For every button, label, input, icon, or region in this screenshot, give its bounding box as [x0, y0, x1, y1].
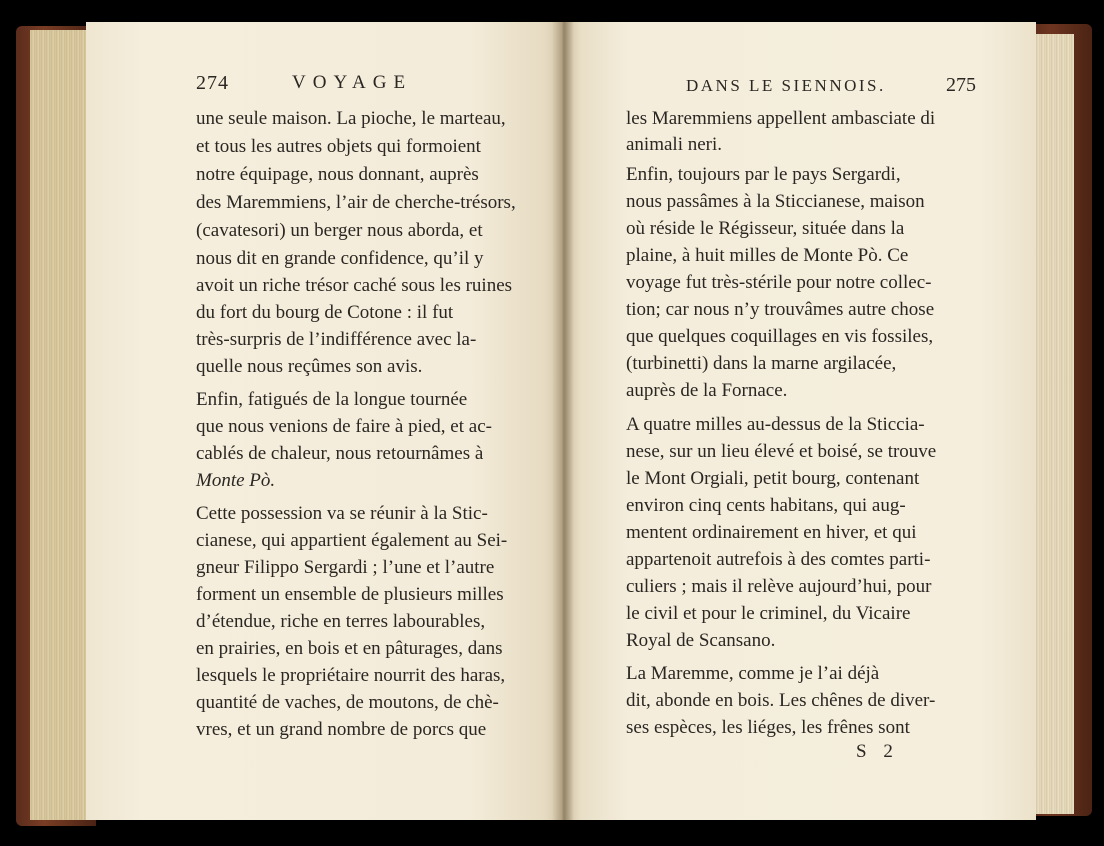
left-page-number: 274 — [196, 72, 229, 94]
text-line: les Maremmiens appellent ambasciate di — [626, 108, 936, 129]
text-line: et tous les autres objets qui formoient — [196, 136, 481, 157]
text-line: cianese, qui appartient également au Sei- — [196, 530, 508, 551]
text-line: que quelques coquillages en vis fossiles, — [626, 326, 934, 347]
text-line: auprès de la Fornace. — [626, 380, 788, 401]
text-line: notre équipage, nous donnant, auprès — [196, 164, 479, 185]
text-line: forment un ensemble de plusieurs milles — [196, 584, 504, 605]
text-line: appartenoit autrefois à des comtes parti- — [626, 549, 931, 570]
text-line: plaine, à huit milles de Monte Pò. Ce — [626, 245, 909, 266]
text-line: animali neri. — [626, 134, 723, 155]
signature-mark: S 2 — [856, 741, 899, 762]
text-line: le civil et pour le criminel, du Vicaire — [626, 603, 911, 624]
text-line: nous passâmes à la Sticcianese, maison — [626, 191, 925, 212]
text-line: le Mont Orgiali, petit bourg, contenant — [626, 468, 920, 489]
text-line: cablés de chaleur, nous retournâmes à — [196, 443, 484, 464]
text-line: du fort du bourg de Cotone : il fut — [196, 302, 454, 323]
book-gutter — [552, 22, 574, 820]
text-line: voyage fut très-stérile pour notre collec- — [626, 272, 932, 293]
left-head-title: VOYAGE — [292, 72, 413, 93]
text-line: lesquels le propriétaire nourrit des haras, — [196, 665, 506, 686]
text-line: avoit un riche trésor caché sous les ruines — [196, 275, 513, 296]
right-head-title: DANS LE SIENNOIS. — [686, 76, 886, 95]
text-line: une seule maison. La pioche, le marteau, — [196, 108, 506, 129]
text-line: La Maremme, comme je l’ai déjà — [626, 663, 880, 684]
text-line: culiers ; mais il relève aujourd’hui, pour — [626, 576, 932, 597]
text-line: ses espèces, les liéges, les frênes sont — [626, 717, 910, 738]
text-line: Enfin, fatigués de la longue tournée — [196, 389, 468, 410]
text-line: tion; car nous n’y trouvâmes autre chose — [626, 299, 935, 320]
text-line: gneur Filippo Sergardi ; l’une et l’autre — [196, 557, 495, 578]
right-page-edges — [1030, 34, 1074, 814]
text-line: mentent ordinairement en hiver, et qui — [626, 522, 917, 543]
text-line: dit, abonde en bois. Les chênes de diver- — [626, 690, 936, 711]
text-line: environ cinq cents habitans, qui aug- — [626, 495, 906, 516]
text-line: quantité de vaches, de moutons, de chè- — [196, 692, 499, 713]
text-line: très-surpris de l’indifférence avec la- — [196, 329, 477, 350]
right-page-number: 275 — [946, 74, 976, 96]
text-line: des Maremmiens, l’air de cherche-trésors, — [196, 192, 516, 213]
text-line: Cette possession va se réunir à la Stic- — [196, 503, 488, 524]
text-line: que nous venions de faire à pied, et ac- — [196, 416, 492, 437]
left-page-edges — [30, 30, 92, 820]
text-line: (cavatesori) un berger nous aborda, et — [196, 220, 483, 241]
text-line: A quatre milles au-dessus de la Sticcia- — [626, 414, 925, 435]
text-line: où réside le Régisseur, située dans la — [626, 218, 905, 239]
text-line: quelle nous reçûmes son avis. — [196, 356, 423, 377]
text-line: Royal de Scansano. — [626, 630, 776, 651]
text-line: nese, sur un lieu élevé et boisé, se trouve — [626, 441, 937, 462]
text-line: Enfin, toujours par le pays Sergardi, — [626, 164, 901, 185]
right-running-head — [686, 76, 976, 102]
text-line: d’étendue, riche en terres labourables, — [196, 611, 486, 632]
text-line: en prairies, en bois et en pâturages, dans — [196, 638, 503, 659]
text-line: nous dit en grande confidence, qu’il y — [196, 248, 484, 269]
text-line: (turbinetti) dans la marne argilacée, — [626, 353, 897, 374]
left-running-head — [196, 72, 496, 98]
text-line: Monte Pò. — [196, 470, 276, 491]
text-line: vres, et un grand nombre de porcs que — [196, 719, 487, 740]
